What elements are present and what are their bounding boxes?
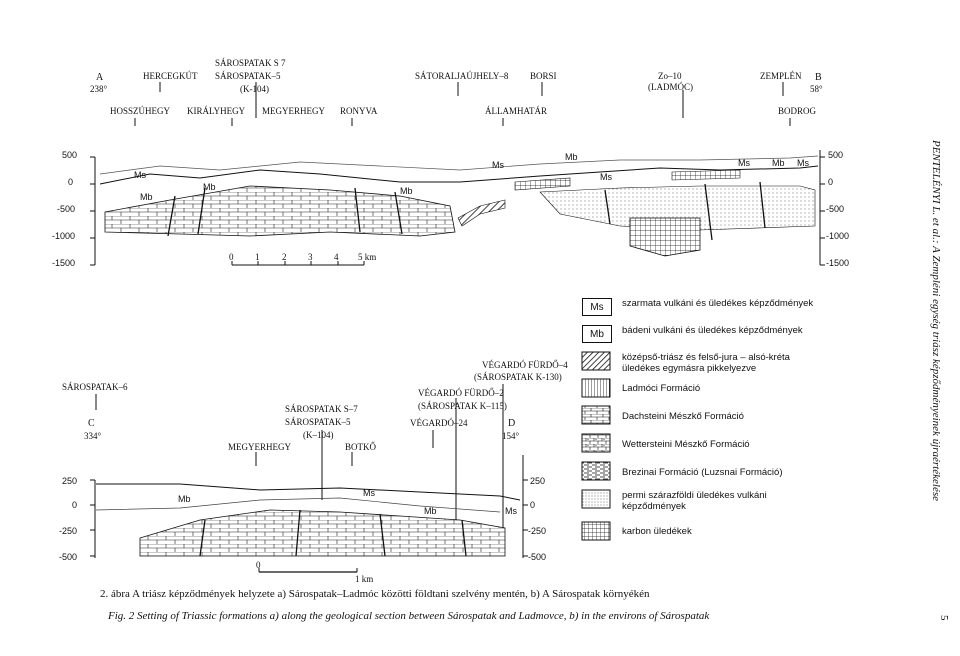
axis-a-right-500: 500 [828,150,844,160]
scale-a-5: 5 km [358,252,377,262]
label-hosszuhegy: HOSSZÚHEGY [110,106,171,116]
unit-b-ms-2: Ms [505,506,517,516]
label-ronyva: RONYVA [340,106,378,116]
legend-text-carboniferous: karbon üledékek [622,526,692,537]
azimuth-a: 238° [90,84,108,94]
label-megyerhegy: MEGYERHEGY [262,106,325,116]
end-letter-b: B [815,72,822,83]
legend-code-mb: Mb [582,325,612,343]
label-zemplen: ZEMPLÉN [760,71,802,81]
azimuth-b: 58° [810,84,823,94]
label-sarospatak-5: SÁROSPATAK–5 [215,71,281,81]
axis-b-left-250: 250 [62,476,78,486]
legend-text-ms: szarmata vulkáni és üledékes képződmények [622,298,814,309]
label-sarospatak-k115: (SÁROSPATAK K–115) [418,401,507,411]
scale-a-1: 1 [255,252,260,262]
axis-b-left-m500: -500 [59,552,78,562]
legend-code-ms: Ms [582,298,612,316]
azimuth-c: 334° [84,431,102,441]
scale-b-1: 1 km [355,574,374,584]
unit-a-mb-4: Mb [772,158,785,168]
axis-a-right-m500: -500 [826,204,845,214]
legend-text-dachstein: Dachsteini Mészkő Formáció [622,411,744,422]
scale-a-4: 4 [334,252,339,262]
unit-a-mb-1: Mb [140,192,153,202]
unit-a-ms-3: Ms [600,172,612,182]
caption-hungarian: 2. ábra A triász képződmények helyzete a) Sárospatak–Ladmóc közötti földtani szelvény mentén, b) A Sárospatak környékén [100,588,650,600]
label-ladmoc: (LADMÓC) [648,82,693,92]
axis-b-right-m500: -500 [528,552,547,562]
unit-a-ms-1: Ms [134,170,146,180]
axis-a-left-0: 0 [68,177,74,187]
label-bodrog: BODROG [778,106,817,116]
azimuth-d: 154° [502,431,520,441]
scale-a-2: 2 [282,252,287,262]
axis-b-left-m250: -250 [59,526,78,536]
unit-a-ms-2: Ms [492,160,504,170]
scale-b-0: 0 [256,560,261,570]
unit-a-ms-4: Ms [738,158,750,168]
legend-text-wetterstein: Wettersteini Mészkő Formáció [622,439,750,450]
label-sarospatak-s7-b: SÁROSPATAK S–7 [285,404,358,414]
legend-text-mb: bádeni vulkáni és üledékes képződmények [622,325,803,336]
label-megyerhegy-b: MEGYERHEGY [228,442,291,452]
end-letter-c: C [88,418,95,429]
scale-a-0: 0 [229,252,234,262]
end-letter-a: A [96,72,104,83]
axis-a-right-m1500: -1500 [826,258,850,268]
scale-a-3: 3 [308,252,313,262]
legend-text-ladmoc: Ladmóci Formáció [622,383,701,394]
label-vegardo-24: VÉGARDÓ–24 [410,418,468,428]
axis-a-right-m1000: -1000 [826,231,850,241]
page-number: 5 [938,615,950,621]
legend-text-triassic-jura: középső-triász és felső-jura – alsó-kréta üledékes egymásra pikkelyezve [622,352,790,374]
label-kiralyhegy: KIRÁLYHEGY [187,106,246,116]
axis-b-right-m250: -250 [528,526,547,536]
legend-text-permian: permi szárazföldi üledékes vulkáni képződmények [622,490,767,512]
label-sarospatak-5-b: SÁROSPATAK–5 [285,417,351,427]
label-allamhatar: ÁLLAMHATÁR [485,106,547,116]
label-botko: BOTKŐ [345,442,376,452]
axis-a-left-m1000: -1000 [52,231,76,241]
axis-a-left-m500: -500 [57,204,76,214]
axis-b-left-0: 0 [72,500,78,510]
label-vegardo-furdo-2: VÉGARDÓ FÜRDŐ–2 [418,388,504,398]
label-borsi: BORSI [530,71,557,81]
label-k104: (K-104) [240,84,269,94]
unit-a-mb-2: Mb [203,182,216,192]
axis-b-right-250: 250 [530,476,546,486]
label-sarospatak-6: SÁROSPATAK–6 [62,382,128,392]
axis-a-right-0: 0 [828,177,834,187]
axis-b-right-0: 0 [530,500,536,510]
label-vegardo-furdo-4: VÉGARDÓ FÜRDŐ–4 [482,360,568,370]
label-sarospatak-k130: (SÁROSPATAK K-130) [474,372,562,382]
axis-a-left-500: 500 [62,150,78,160]
end-letter-d: D [508,418,516,429]
label-zo10: Zo–10 [658,71,682,81]
unit-a-mb-5: Mb [565,152,578,162]
legend-text-brezina: Brezinai Formáció (Luzsnai Formáció) [622,467,783,478]
label-sarospatak-s7: SÁROSPATAK S 7 [215,58,286,68]
running-head: PENTELÉNYI L. et al.: A Zempléni egység triász képződményeinek újraértékelése [930,140,942,501]
label-k104-b: (K–104) [303,430,334,440]
axis-a-left-m1500: -1500 [52,258,76,268]
unit-b-mb-1: Mb [178,494,191,504]
label-satoraljaujhely-8: SÁTORALJAÚJHELY–8 [415,71,509,81]
unit-a-mb-3: Mb [400,186,413,196]
unit-a-ms-5: Ms [797,158,809,168]
unit-b-ms-1: Ms [363,488,375,498]
label-hercegkut: HERCEGKÚT [143,71,198,81]
unit-b-mb-2: Mb [424,506,437,516]
caption-english: Fig. 2 Setting of Triassic formations a) along the geological section between Sárospatak and Ladmovce, b) in the environs of Sárospatak [108,610,710,622]
